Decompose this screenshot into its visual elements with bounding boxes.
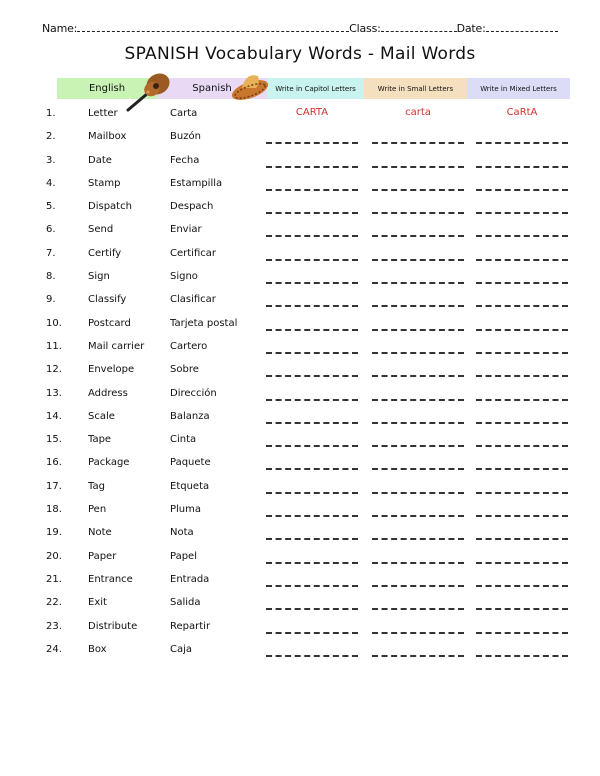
mixed-answer-blank[interactable] xyxy=(476,305,568,307)
date-label: Date: xyxy=(456,22,486,35)
vocab-row xyxy=(0,525,600,548)
spanish-word: Cinta xyxy=(170,434,197,446)
row-number: 8. xyxy=(46,271,56,283)
small-answer-blank[interactable] xyxy=(372,422,464,424)
capital-answer-blank[interactable] xyxy=(266,282,358,284)
small-answer-blank[interactable] xyxy=(372,142,464,144)
page-title: SPANISH Vocabulary Words - Mail Words xyxy=(124,44,476,64)
spanish-word: Fecha xyxy=(170,154,200,166)
column-header-capital: Write in Capitol Letters xyxy=(267,78,364,99)
small-answer-blank[interactable] xyxy=(372,352,464,354)
capital-answer-blank[interactable] xyxy=(266,608,358,610)
small-answer-blank[interactable] xyxy=(372,329,464,331)
vocab-row xyxy=(0,129,600,152)
english-word: Dispatch xyxy=(88,201,132,213)
capital-answer-blank[interactable] xyxy=(266,212,358,214)
mixed-answer-blank[interactable] xyxy=(476,445,568,447)
spanish-word: Nota xyxy=(170,527,194,539)
mixed-answer-blank[interactable] xyxy=(476,655,568,657)
vocab-row xyxy=(0,269,600,292)
row-number: 19. xyxy=(46,527,62,539)
row-number: 1. xyxy=(46,108,56,119)
capital-answer-blank[interactable] xyxy=(266,375,358,377)
mixed-answer-blank[interactable] xyxy=(476,422,568,424)
vocab-row xyxy=(0,572,600,595)
vocab-row xyxy=(0,176,600,199)
vocab-row xyxy=(0,339,600,362)
english-word: Sign xyxy=(88,271,110,283)
capital-answer-blank[interactable] xyxy=(266,422,358,424)
english-word: Tag xyxy=(88,480,105,492)
spanish-word: Despach xyxy=(170,201,214,213)
english-word: Package xyxy=(88,457,130,469)
english-word: Letter xyxy=(88,108,118,119)
spanish-word: Estampilla xyxy=(170,177,223,189)
row-number: 5. xyxy=(46,201,56,213)
small-answer-blank[interactable] xyxy=(372,212,464,214)
small-answer-blank[interactable] xyxy=(372,305,464,307)
english-word: Stamp xyxy=(88,177,121,189)
capital-answer-blank[interactable] xyxy=(266,632,358,634)
spanish-word: Dirección xyxy=(170,387,217,399)
spanish-word: Paquete xyxy=(170,457,211,469)
column-header-spanish: Spanish xyxy=(157,78,267,99)
small-answer-blank[interactable] xyxy=(372,515,464,517)
row-number: 12. xyxy=(46,364,62,376)
capital-answer-blank[interactable] xyxy=(266,538,358,540)
column-header-small: Write in Small Letters xyxy=(364,78,467,99)
small-example: carta xyxy=(405,107,431,118)
spanish-word: Balanza xyxy=(170,410,210,422)
mixed-answer-blank[interactable] xyxy=(476,632,568,634)
spanish-word: Pluma xyxy=(170,504,202,516)
row-number: 4. xyxy=(46,177,56,189)
capital-answer-blank[interactable] xyxy=(266,189,358,191)
capital-answer-blank[interactable] xyxy=(266,305,358,307)
english-word: Box xyxy=(88,643,107,655)
capital-answer-blank[interactable] xyxy=(266,259,358,261)
row-number: 13. xyxy=(46,387,62,399)
spanish-word: Caja xyxy=(170,643,193,655)
row-number: 6. xyxy=(46,224,56,236)
vocab-row xyxy=(0,222,600,245)
vocab-row xyxy=(0,316,600,339)
row-number: 23. xyxy=(46,620,62,632)
row-number: 22. xyxy=(46,597,62,609)
small-answer-blank[interactable] xyxy=(372,399,464,401)
mixed-answer-blank[interactable] xyxy=(476,492,568,494)
small-answer-blank[interactable] xyxy=(372,538,464,540)
small-answer-blank[interactable] xyxy=(372,655,464,657)
vocab-row xyxy=(0,642,600,665)
vocab-row xyxy=(0,409,600,432)
vocab-row xyxy=(0,106,600,129)
mixed-answer-blank[interactable] xyxy=(476,585,568,587)
capital-answer-blank[interactable] xyxy=(266,562,358,564)
spanish-word: Sobre xyxy=(170,364,199,376)
capital-answer-blank[interactable] xyxy=(266,492,358,494)
english-word: Date xyxy=(88,154,112,166)
row-number: 20. xyxy=(46,550,62,562)
mixed-answer-blank[interactable] xyxy=(476,515,568,517)
english-word: Distribute xyxy=(88,620,138,632)
small-answer-blank[interactable] xyxy=(372,585,464,587)
spanish-word: Cartero xyxy=(170,340,208,352)
english-word: Exit xyxy=(88,597,107,609)
row-number: 7. xyxy=(46,247,56,259)
vocab-row xyxy=(0,549,600,572)
spanish-word: Buzón xyxy=(170,131,201,143)
mixed-answer-blank[interactable] xyxy=(476,282,568,284)
date-field[interactable] xyxy=(486,22,558,32)
row-number: 15. xyxy=(46,434,62,446)
row-number: 16. xyxy=(46,457,62,469)
capital-answer-blank[interactable] xyxy=(266,399,358,401)
spanish-word: Papel xyxy=(170,550,197,562)
row-number: 17. xyxy=(46,480,62,492)
small-answer-blank[interactable] xyxy=(372,492,464,494)
row-number: 9. xyxy=(46,294,56,306)
vocab-row xyxy=(0,199,600,222)
mixed-answer-blank[interactable] xyxy=(476,562,568,564)
vocab-row xyxy=(0,292,600,315)
row-number: 21. xyxy=(46,573,62,585)
english-word: Mailbox xyxy=(88,131,127,143)
name-label: Name: xyxy=(42,22,78,35)
mixed-answer-blank[interactable] xyxy=(476,608,568,610)
spanish-word: Carta xyxy=(170,108,198,119)
column-header-mixed: Write in Mixed Letters xyxy=(467,78,570,99)
capital-answer-blank[interactable] xyxy=(266,468,358,470)
vocab-row xyxy=(0,362,600,385)
mixed-answer-blank[interactable] xyxy=(476,329,568,331)
english-word: Address xyxy=(88,387,128,399)
vocab-row xyxy=(0,455,600,478)
spanish-word: Entrada xyxy=(170,573,210,585)
english-word: Tape xyxy=(88,434,112,446)
mixed-answer-blank[interactable] xyxy=(476,468,568,470)
sombrero-icon xyxy=(230,70,270,102)
mixed-answer-blank[interactable] xyxy=(476,538,568,540)
small-answer-blank[interactable] xyxy=(372,282,464,284)
small-answer-blank[interactable] xyxy=(372,632,464,634)
small-answer-blank[interactable] xyxy=(372,445,464,447)
capital-example: CARTA xyxy=(295,107,329,118)
mixed-answer-blank[interactable] xyxy=(476,259,568,261)
mixed-answer-blank[interactable] xyxy=(476,375,568,377)
small-answer-blank[interactable] xyxy=(372,468,464,470)
small-answer-blank[interactable] xyxy=(372,189,464,191)
spanish-word: Tarjeta postal xyxy=(170,317,238,329)
english-word: Postcard xyxy=(88,317,131,329)
name-field[interactable] xyxy=(77,22,349,32)
row-number: 18. xyxy=(46,504,62,516)
english-word: Paper xyxy=(88,550,117,562)
mixed-example: CaRtA xyxy=(506,107,538,118)
spanish-word: Enviar xyxy=(170,224,202,236)
vocab-list xyxy=(0,106,600,665)
mixed-answer-blank[interactable] xyxy=(476,212,568,214)
vocab-row xyxy=(0,432,600,455)
english-word: Classify xyxy=(88,294,127,306)
capital-answer-blank[interactable] xyxy=(266,585,358,587)
small-answer-blank[interactable] xyxy=(372,235,464,237)
capital-answer-blank[interactable] xyxy=(266,515,358,517)
row-number: 10. xyxy=(46,317,62,329)
mixed-answer-blank[interactable] xyxy=(476,399,568,401)
row-number: 14. xyxy=(46,410,62,422)
capital-answer-blank[interactable] xyxy=(266,142,358,144)
mixed-answer-blank[interactable] xyxy=(476,189,568,191)
row-number: 11. xyxy=(46,340,62,352)
row-number: 3. xyxy=(46,154,56,166)
capital-answer-blank[interactable] xyxy=(266,655,358,657)
vocab-row xyxy=(0,153,600,176)
spanish-word: Etqueta xyxy=(170,480,210,492)
english-word: Send xyxy=(88,224,114,236)
column-header-english: English xyxy=(57,78,157,99)
capital-answer-blank[interactable] xyxy=(266,329,358,331)
vocab-row xyxy=(0,595,600,618)
capital-answer-blank[interactable] xyxy=(266,166,358,168)
english-word: Mail carrier xyxy=(88,340,145,352)
small-answer-blank[interactable] xyxy=(372,562,464,564)
english-word: Pen xyxy=(88,504,107,516)
capital-answer-blank[interactable] xyxy=(266,235,358,237)
student-info-line xyxy=(42,22,572,38)
capital-answer-blank[interactable] xyxy=(266,445,358,447)
spanish-word: Clasificar xyxy=(170,294,216,306)
english-word: Certify xyxy=(88,247,122,259)
small-answer-blank[interactable] xyxy=(372,259,464,261)
row-number: 24. xyxy=(46,643,62,655)
english-word: Envelope xyxy=(88,364,135,376)
small-answer-blank[interactable] xyxy=(372,375,464,377)
row-number: 2. xyxy=(46,131,56,143)
mixed-answer-blank[interactable] xyxy=(476,166,568,168)
mixed-answer-blank[interactable] xyxy=(476,235,568,237)
small-answer-blank[interactable] xyxy=(372,166,464,168)
vocab-row xyxy=(0,386,600,409)
class-field[interactable] xyxy=(381,22,457,32)
spanish-word: Repartir xyxy=(170,620,211,632)
spanish-word: Certificar xyxy=(170,247,216,259)
vocab-row xyxy=(0,479,600,502)
english-word: Note xyxy=(88,527,112,539)
mixed-answer-blank[interactable] xyxy=(476,352,568,354)
vocab-row xyxy=(0,619,600,642)
english-word: Entrance xyxy=(88,573,133,585)
spanish-word: Signo xyxy=(170,271,198,283)
english-word: Scale xyxy=(88,410,115,422)
class-label: Class: xyxy=(349,22,381,35)
vocab-row xyxy=(0,502,600,525)
capital-answer-blank[interactable] xyxy=(266,352,358,354)
vocab-row xyxy=(0,246,600,269)
mixed-answer-blank[interactable] xyxy=(476,142,568,144)
small-answer-blank[interactable] xyxy=(372,608,464,610)
spanish-word: Salida xyxy=(170,597,201,609)
